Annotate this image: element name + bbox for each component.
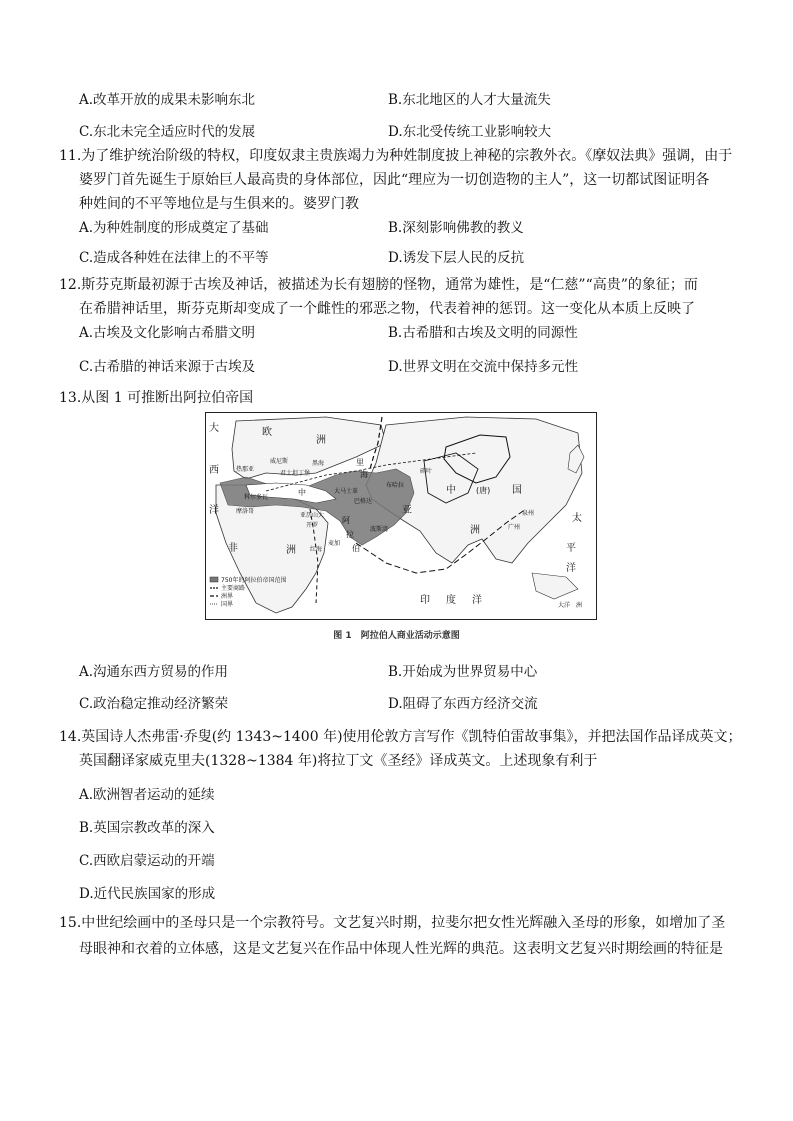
map-label-red-sea: 红海 — [310, 546, 323, 553]
arab-trade-map — [205, 412, 597, 620]
q10-option-a: A.改革开放的成果未影响东北 — [79, 92, 256, 108]
q12-option-a: A.古埃及文化影响古希腊文明 — [79, 325, 256, 341]
legend-swatch-empire — [210, 577, 218, 582]
q14-option-c: C.西欧启蒙运动的开端 — [79, 853, 215, 869]
map-label-damascus: 大马士革 — [334, 488, 359, 495]
q13-option-c: C.政治稳定推动经济繁荣 — [79, 696, 229, 712]
q14-stem-line2: 英国翻译家威克里夫(1328~1384 年)将拉丁文《圣经》译成英文。上述现象有利于 — [79, 753, 598, 769]
map-label-yang3: 洋 — [566, 563, 576, 574]
map-label-yang: 洋 — [209, 505, 219, 516]
legend-item-route: 主要商路 — [221, 585, 246, 592]
q12-option-d: D.世界文明在交流中保持多元性 — [388, 359, 579, 375]
q11-option-b: B.深刻影响佛教的教义 — [388, 220, 524, 236]
map-label-cairo: 开罗 — [306, 522, 319, 529]
map-label-tang: (唐) — [476, 486, 491, 495]
map-label-alexandria: 亚历山大 — [300, 512, 325, 519]
q14-stem-line1: 14.英国诗人杰弗雷·乔叟(约 1343~1400 年)使用伦敦方言写作《凯特伯雷故事集》，并把法国作品译成英文； — [59, 729, 742, 745]
map-label-yang2: 洋 — [472, 595, 482, 606]
map-label-genoa: 热那亚 — [236, 466, 255, 473]
map-label-zhou2: 洲 — [470, 525, 480, 536]
q13-option-b: B.开始成为世界贸易中心 — [388, 664, 538, 680]
map-label-a: 阿 — [342, 516, 350, 525]
map-label-guo: 国 — [512, 485, 522, 496]
q11-option-a: A.为种姓制度的形成奠定了基础 — [79, 220, 269, 236]
q11-stem-line1: 11.为了维护统治阶级的特权，印度奴隶主贵族竭力为种姓制度披上神秘的宗教外衣。《摩奴法典》强调，由于 — [59, 148, 733, 164]
map-label-zhou4: 洲 — [576, 602, 583, 609]
map-label-ping: 平 — [566, 543, 576, 554]
q12-stem-line1: 12.斯芬克斯最初源于古埃及神话，被描述为长有翅膀的怪物，通常为雄性，是“仁慈”“高贵”的象征；而 — [59, 277, 698, 293]
map-label-yin: 印 — [420, 595, 430, 606]
map-label-cordoba: 科尔多瓦 — [244, 494, 269, 501]
map-label-xi: 西 — [209, 465, 219, 476]
map-label-la: 拉 — [346, 530, 354, 539]
map-label-bukhara: 布哈拉 — [386, 482, 405, 489]
map-label-zhong: 中 — [446, 485, 456, 496]
q14-option-d: D.近代民族国家的形成 — [79, 886, 216, 902]
legend-item-border: 国界 — [221, 601, 234, 608]
map-label-guangzhou: 广州 — [508, 524, 521, 531]
q13-stem: 13.从图 1 可推断出阿拉伯帝国 — [59, 390, 254, 406]
map-label-ya: 亚 — [402, 505, 412, 516]
figure-caption: 图 1 阿拉伯人商业活动示意图 — [333, 631, 460, 641]
q15-stem-line1: 15.中世纪绘画中的圣母只是一个宗教符号。文艺复兴时期，拉斐尔把女性光辉融入圣母的形象，如增加了圣 — [59, 915, 726, 931]
island-sea-land — [532, 573, 578, 599]
q13-option-d: D.阻碍了东西方经济交流 — [388, 696, 538, 712]
map-label-morocco: 摩洛哥 — [236, 508, 255, 515]
map-label-ou: 欧 — [262, 427, 272, 438]
map-label-fei: 非 — [228, 543, 238, 554]
map-label-persian-gulf: 波斯湾 — [370, 526, 389, 533]
q15-stem-line2: 母眼神和衣着的立体感，这是文艺复兴在作品中体现人性光辉的典范。这表明文艺复兴时期绘画的特征是 — [79, 941, 723, 957]
q11-stem-line2: 婆罗门首先诞生于原始巨人最高贵的身体部位，因此“理应为一切创造物的主人”，这一切都试图证明各 — [79, 172, 710, 188]
map-label-zhou3: 洲 — [286, 545, 296, 556]
q12-option-b: B.古希腊和古埃及文明的同源性 — [388, 325, 578, 341]
map-label-du: 度 — [446, 595, 456, 606]
map-label-constantinople: 君士坦丁堡 — [280, 470, 311, 477]
q10-option-c: C.东北未完全适应时代的发展 — [79, 124, 256, 140]
map-label-black-sea: 黑海 — [312, 460, 325, 467]
map-label-li: 里 — [356, 458, 364, 467]
q12-option-c: C.古希腊的神话来源于古埃及 — [79, 359, 256, 375]
q13-option-a: A.沟通东西方贸易的作用 — [79, 664, 229, 680]
q14-option-a: A.欧洲智者运动的延续 — [79, 787, 215, 803]
q10-option-d: D.东北受传统工业影响较大 — [388, 124, 552, 140]
map-label-hai: 海 — [360, 470, 368, 479]
map-label-zhong-sea: 中 — [298, 488, 306, 497]
map-label-tai: 太 — [572, 513, 582, 524]
legend-item-continent: 洲界 — [221, 593, 234, 600]
legend-item-empire: 750年的阿拉伯帝国范围 — [221, 577, 287, 584]
map-label-bo: 伯 — [352, 544, 360, 553]
map-label-zhou1: 洲 — [316, 435, 326, 446]
q11-stem-line3: 种姓间的不平等地位是与生俱来的。婆罗门教 — [79, 196, 359, 212]
q11-option-c: C.造成各种姓在法律上的不平等 — [79, 250, 269, 266]
map-label-baghdad: 巴格达 — [354, 498, 373, 505]
q12-stem-line2: 在希腊神话里，斯芬克斯却变成了一个雌性的邪恶之物，代表着神的惩罚。这一变化从本质上反映了 — [79, 301, 695, 317]
q10-option-b: B.东北地区的人才大量流失 — [388, 92, 551, 108]
map-label-ocean-sw: 大洋 — [558, 602, 571, 609]
map-label-quanzhou: 泉州 — [522, 510, 535, 517]
q14-option-b: B.英国宗教改革的深入 — [79, 820, 215, 836]
map-svg — [206, 413, 596, 619]
map-label-da: 大 — [209, 423, 219, 434]
map-label-mecca: 麦加 — [328, 540, 341, 547]
q11-option-d: D.诱发下层人民的反抗 — [388, 250, 525, 266]
map-label-venice: 威尼斯 — [270, 458, 289, 465]
map-label-suiye: 碎叶 — [420, 468, 433, 475]
